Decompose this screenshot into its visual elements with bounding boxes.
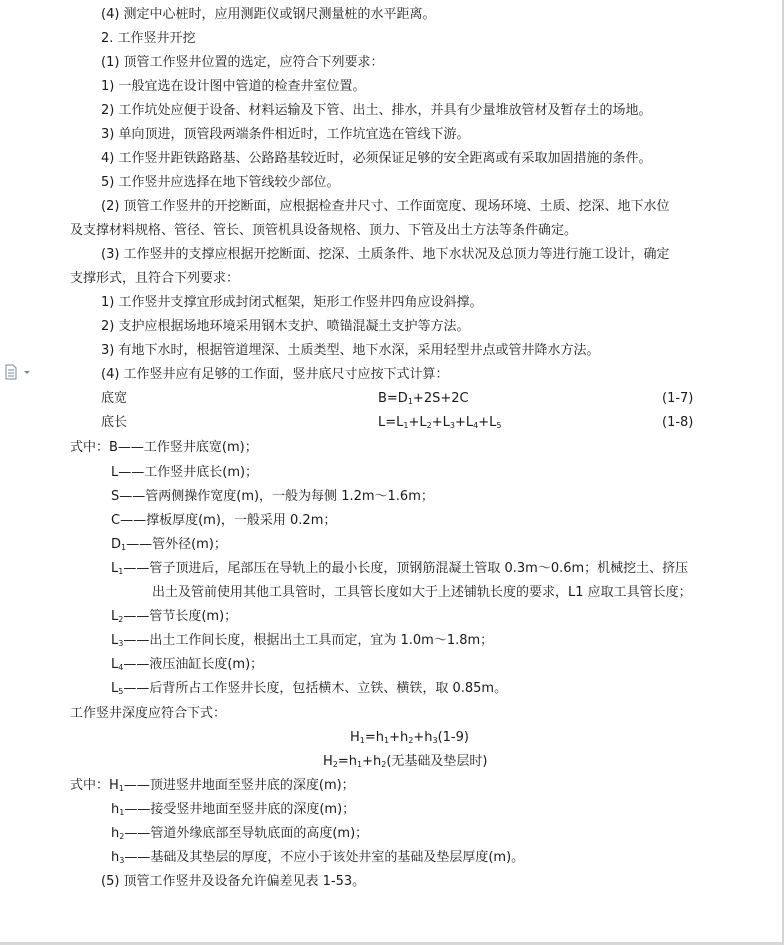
definition-line: 出土及管前使用其他工具管时，工具管长度如大于上述铺轨长度的要求，L1 应取工具管长度； (152, 585, 692, 600)
formula-no-foundation: $H_2=h_1+h_2$(无基础及垫层时) (323, 754, 488, 769)
definition-line: 式中：B——工作竖井底宽(m)； (70, 440, 258, 455)
formula-number: (1-8) (662, 415, 694, 430)
formula-number: (1-7) (662, 391, 694, 406)
document-icon (4, 364, 32, 380)
section-heading: 2. 工作竖井开挖 (101, 31, 196, 46)
text-line: 3) 单向顶进，顶管段两端条件相近时，工作坑宜选在管线下游。 (101, 127, 470, 142)
definition-line: L——工作竖井底长(m)； (111, 465, 259, 480)
text-line: 5) 工作竖井应选择在地下管线较少部位。 (101, 175, 340, 190)
text-line: 1) 工作竖井支撑宜形成封闭式框架，矩形工作竖井四角应设斜撑。 (101, 295, 483, 310)
text-line: 2) 支护应根据场地环境采用钢木支护、喷锚混凝土支护等方法。 (101, 319, 470, 334)
definition-line: $h_3——$基础及其垫层的厚度，不应小于该处井室的基础及垫层厚度(m)。 (111, 850, 525, 865)
text-line: (5) 顶管工作竖井及设备允许偏差见表 1-53。 (101, 874, 366, 889)
definition-line: $L_1——$管子顶进后，尾部压在导轨上的最小长度，顶钢筋混凝土管取 0.3m～0.6m；机械挖土、挤压 (111, 561, 689, 576)
formula-1-7: $B=D_1+2S+2C$ (378, 391, 469, 406)
text-line: 4) 工作竖井距铁路路基、公路路基较近时，必须保证足够的安全距离或有采取加固措施的条件。 (101, 151, 652, 166)
text-line: 3) 有地下水时，根据管道埋深、土质类型、地下水深，采用轻型井点或管井降水方法。 (101, 343, 600, 358)
text-line: 支撑形式，且符合下列要求： (70, 271, 240, 286)
chevron-down-icon (24, 371, 30, 374)
text-line: (2) 顶管工作竖井的开挖断面，应根据检查井尺寸、工作面宽度、现场环境、土质、挖深、地下水位 (101, 199, 670, 214)
definition-line: $L_3——$出土工作间长度，根据出土工具而定，宜为 1.0m～1.8m； (111, 633, 494, 648)
formula-1-8: $L=L_1+L_2+L_3+L_4+L_5$ (378, 415, 502, 430)
definition-line: $L_5——$后背所占工作竖井长度，包括横木、立铁、横铁，取 0.85m。 (111, 681, 508, 696)
text-line: 工作竖井深度应符合下式： (70, 706, 227, 721)
text-line: (4) 测定中心桩时，应用测距仪或钢尺测量桩的水平距离。 (101, 7, 436, 22)
formula-label: 底宽 (101, 391, 128, 406)
text-line: (1) 顶管工作竖井位置的选定，应符合下列要求： (101, 55, 384, 70)
text-line: (4) 工作竖井应有足够的工作面，竖井底尺寸应按下式计算： (101, 367, 449, 382)
definition-line: $h_2——$管道外缘底部至导轨底面的高度(m)； (111, 826, 369, 841)
text-line: 及支撑材料规格、管径、管长、顶管机具设备规格、顶力、下管及出土方法等条件确定。 (70, 223, 578, 238)
text-line: 1) 一般宜选在设计图中管道的检查井室位置。 (101, 79, 366, 94)
text-line: 2) 工作坑处应便于设备、材料运输及下管、出土、排水，并具有少量堆放管材及暂存土的场地。 (101, 103, 652, 118)
definition-line: $h_1——$接受竖井地面至竖井底的深度(m)； (111, 802, 356, 817)
definition-line: $L_4——$液压油缸长度(m)； (111, 657, 264, 672)
formula-1-9: $H_1=h_1+h_2+h_3(1-9)$ (350, 730, 469, 745)
definition-line: S——管两侧操作宽度(m)，一般为每侧 1.2m～1.6m； (111, 489, 434, 504)
text-line: (3) 工作竖井的支撑应根据开挖断面、挖深、土质条件、地下水状况及总顶力等进行施工设计，确定 (101, 247, 670, 262)
formula-label: 底长 (101, 415, 128, 430)
definition-line: C——撑板厚度(m)，一般采用 0.2m； (111, 513, 337, 528)
definition-line: 式中：$H_1——$顶进竖井地面至竖井底的深度(m)； (70, 778, 355, 793)
definition-line: $L_2——$管节长度(m)； (111, 609, 238, 624)
definition-line: $D_1——$管外径(m)； (111, 537, 227, 552)
document-options-control[interactable] (4, 364, 32, 380)
